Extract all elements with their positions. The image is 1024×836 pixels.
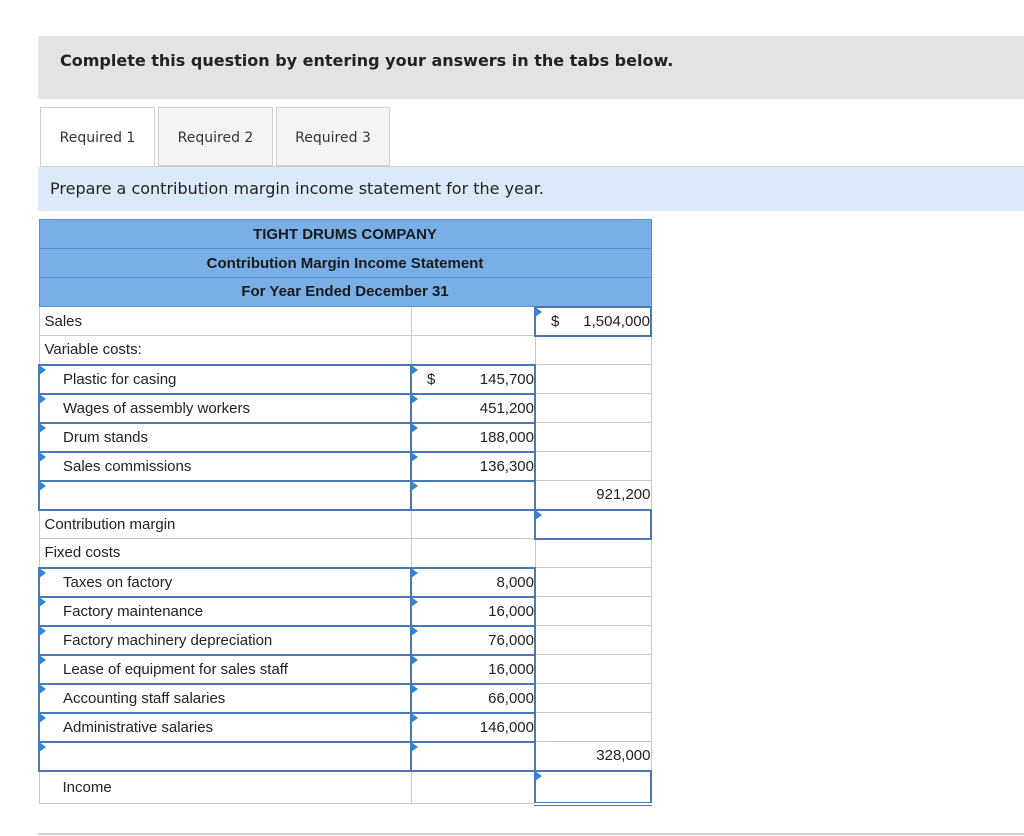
- label-input[interactable]: Taxes on factory: [39, 568, 411, 597]
- amount-input[interactable]: 16,000: [411, 655, 535, 684]
- bottom-divider: [38, 833, 1024, 835]
- amount-input[interactable]: 146,000: [411, 713, 535, 742]
- empty-cell: [535, 452, 651, 481]
- empty-cell: [535, 336, 651, 365]
- row-variable-total: [39, 481, 651, 510]
- sales-label: Sales: [39, 307, 411, 336]
- amount-input[interactable]: 76,000: [411, 626, 535, 655]
- variable-total-value: 921,200: [535, 481, 651, 510]
- table-row: [39, 394, 651, 423]
- fixed-total-value: 328,000: [535, 742, 651, 771]
- row-contribution-margin: [39, 510, 651, 539]
- empty-cell: [535, 539, 651, 568]
- empty-cell: [411, 539, 535, 568]
- contribution-margin-label: Contribution margin: [39, 510, 411, 539]
- amount-value: 145,700: [479, 370, 534, 388]
- empty-cell: [535, 394, 651, 423]
- variable-costs-label: Variable costs:: [39, 336, 411, 365]
- amount-input[interactable]: 136,300: [411, 452, 535, 481]
- row-fixed-total: [39, 742, 651, 771]
- empty-cell: [411, 771, 535, 804]
- empty-cell: [535, 365, 651, 394]
- label-input[interactable]: Factory machinery depreciation: [39, 626, 411, 655]
- table-row: [39, 365, 651, 394]
- label-input[interactable]: Lease of equipment for sales staff: [39, 655, 411, 684]
- table-row: [39, 452, 651, 481]
- amount-input[interactable]: [411, 365, 535, 394]
- sales-total-input[interactable]: [535, 307, 651, 336]
- label-input[interactable]: Sales commissions: [39, 452, 411, 481]
- fixed-costs-label: Fixed costs: [39, 539, 411, 568]
- table-row: [39, 626, 651, 655]
- amount-input[interactable]: 188,000: [411, 423, 535, 452]
- empty-cell: [535, 423, 651, 452]
- banner-text: Complete this question by entering your answers in the tabs below.: [60, 51, 674, 70]
- empty-cell: [535, 713, 651, 742]
- amount-input[interactable]: 66,000: [411, 684, 535, 713]
- table-row: [39, 655, 651, 684]
- income-statement-table: [38, 219, 652, 806]
- label-input[interactable]: Administrative salaries: [39, 713, 411, 742]
- amount-input[interactable]: 16,000: [411, 597, 535, 626]
- tab-required-1[interactable]: Required 1: [40, 107, 155, 167]
- row-fixed-costs-header: [39, 539, 651, 568]
- sales-amount-cell: [411, 307, 535, 336]
- table-row: [39, 684, 651, 713]
- row-sales: [39, 307, 651, 336]
- label-input[interactable]: Wages of assembly workers: [39, 394, 411, 423]
- empty-cell: [535, 626, 651, 655]
- amount-input[interactable]: 451,200: [411, 394, 535, 423]
- variable-total-amount-input[interactable]: [411, 481, 535, 510]
- row-variable-costs-header: [39, 336, 651, 365]
- variable-total-label-input[interactable]: [39, 481, 411, 510]
- label-input[interactable]: Accounting staff salaries: [39, 684, 411, 713]
- amount-input[interactable]: 8,000: [411, 568, 535, 597]
- statement-title: Contribution Margin Income Statement: [39, 249, 651, 278]
- income-label: Income: [39, 771, 411, 804]
- table-row: [39, 423, 651, 452]
- tab-required-3[interactable]: Required 3: [276, 107, 390, 166]
- contribution-margin-input[interactable]: [535, 510, 651, 539]
- tab-required-2[interactable]: Required 2: [158, 107, 273, 166]
- label-input[interactable]: Drum stands: [39, 423, 411, 452]
- dollar-sign: $: [551, 312, 560, 330]
- statement-period: For Year Ended December 31: [39, 278, 651, 307]
- label-input[interactable]: Plastic for casing: [39, 365, 411, 394]
- table-row: [39, 568, 651, 597]
- empty-cell: [535, 684, 651, 713]
- empty-cell: [411, 336, 535, 365]
- empty-cell: [535, 655, 651, 684]
- empty-cell: [535, 597, 651, 626]
- row-income: [39, 771, 651, 804]
- empty-cell: [411, 510, 535, 539]
- table-row: [39, 713, 651, 742]
- company-name: TIGHT DRUMS COMPANY: [39, 220, 651, 249]
- sales-value: 1,504,000: [583, 312, 650, 330]
- dollar-sign: $: [427, 370, 436, 388]
- empty-cell: [535, 568, 651, 597]
- fixed-total-label-input[interactable]: [39, 742, 411, 771]
- instructions-banner: [38, 36, 1024, 99]
- table-row: [39, 597, 651, 626]
- instruction-text: Prepare a contribution margin income statement for the year.: [38, 167, 1024, 211]
- label-input[interactable]: Factory maintenance: [39, 597, 411, 626]
- fixed-total-amount-input[interactable]: [411, 742, 535, 771]
- income-input[interactable]: [535, 771, 651, 804]
